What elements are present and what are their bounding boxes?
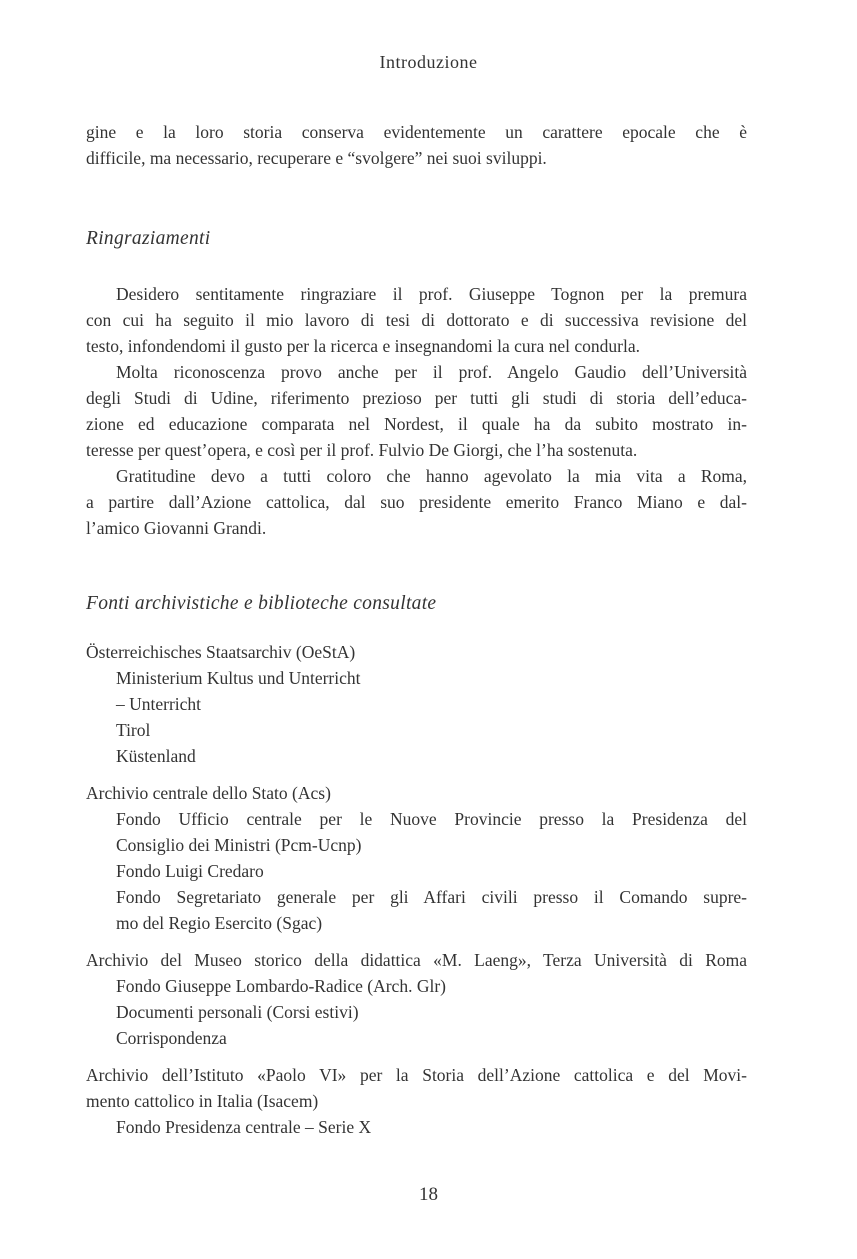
text-line: con cui ha seguito il mio lavoro di tesi di dottorato e di successiva revisione del (86, 310, 747, 330)
text-line: l’amico Giovanni Grandi. (86, 518, 267, 538)
archive-item: – Unterricht (116, 694, 202, 714)
page-number: 18 (419, 1184, 438, 1205)
archive-title: Archivio centrale dello Stato (Acs) (86, 783, 331, 803)
archive-item: Fondo Ufficio centrale per le Nuove Provincie presso la Presidenza del (116, 809, 747, 829)
paragraph-continuation (86, 119, 747, 171)
text-line: Gratitudine devo a tutti coloro che hanno agevolato la mia vita a Roma, (116, 466, 747, 486)
archive-item: Documenti personali (Corsi estivi) (116, 1002, 359, 1022)
running-header: Introduzione (379, 52, 478, 72)
archive-group (86, 639, 747, 769)
archive-group (86, 947, 747, 1051)
paragraph (86, 359, 747, 463)
text-line: degli Studi di Udine, riferimento prezioso per tutti gli studi di storia dell’educa- (86, 388, 747, 408)
text-line: zione ed educazione comparata nel Nordest, il quale ha da subito mostrato in- (86, 414, 747, 434)
archive-title: Österreichisches Staatsarchiv (OeStA) (86, 642, 356, 662)
text-block (86, 119, 747, 1140)
text-line: Molta riconoscenza provo anche per il prof. Angelo Gaudio dell’Università (116, 362, 747, 382)
archive-item: Küstenland (116, 746, 196, 766)
archive-item: Corrispondenza (116, 1028, 227, 1048)
archive-title: Archivio dell’Istituto «Paolo VI» per la Storia dell’Azione cattolica e del Movi- (86, 1065, 747, 1085)
section-heading-ringraziamenti: Ringraziamenti (86, 228, 211, 249)
archive-item: Fondo Presidenza centrale – Serie X (116, 1117, 372, 1137)
text-line: gine e la loro storia conserva evidentemente un carattere epocale che è (86, 122, 747, 142)
section-heading-fonti: Fonti archivistiche e biblioteche consultate (86, 593, 437, 614)
archive-item: mo del Regio Esercito (Sgac) (116, 913, 323, 933)
text-line: teresse per quest’opera, e così per il prof. Fulvio De Giorgi, che l’ha sostenuta. (86, 440, 638, 460)
paragraph (86, 281, 747, 359)
text-line: difficile, ma necessario, recuperare e “svolgere” nei suoi sviluppi. (86, 148, 547, 168)
paragraph (86, 463, 747, 541)
archive-item: Fondo Segretariato generale per gli Affari civili presso il Comando supre- (116, 887, 747, 907)
archive-title: Archivio del Museo storico della didattica «M. Laeng», Terza Università di Roma (86, 950, 747, 970)
archive-group (86, 1062, 747, 1140)
archive-item: Ministerium Kultus und Unterricht (116, 668, 361, 688)
text-line: Desidero sentitamente ringraziare il prof. Giuseppe Tognon per la premura (116, 284, 747, 304)
archive-group (86, 780, 747, 936)
text-line: a partire dall’Azione cattolica, dal suo presidente emerito Franco Miano e dal- (86, 492, 747, 512)
archive-title-continuation: mento cattolico in Italia (Isacem) (86, 1091, 319, 1111)
archive-item: Fondo Luigi Credaro (116, 861, 264, 881)
archive-item: Fondo Giuseppe Lombardo-Radice (Arch. Glr) (116, 976, 446, 996)
text-line: testo, infondendomi il gusto per la ricerca e insegnandomi la cura nel condurla. (86, 336, 640, 356)
archive-item: Consiglio dei Ministri (Pcm-Ucnp) (116, 835, 362, 855)
archive-item: Tirol (116, 720, 151, 740)
